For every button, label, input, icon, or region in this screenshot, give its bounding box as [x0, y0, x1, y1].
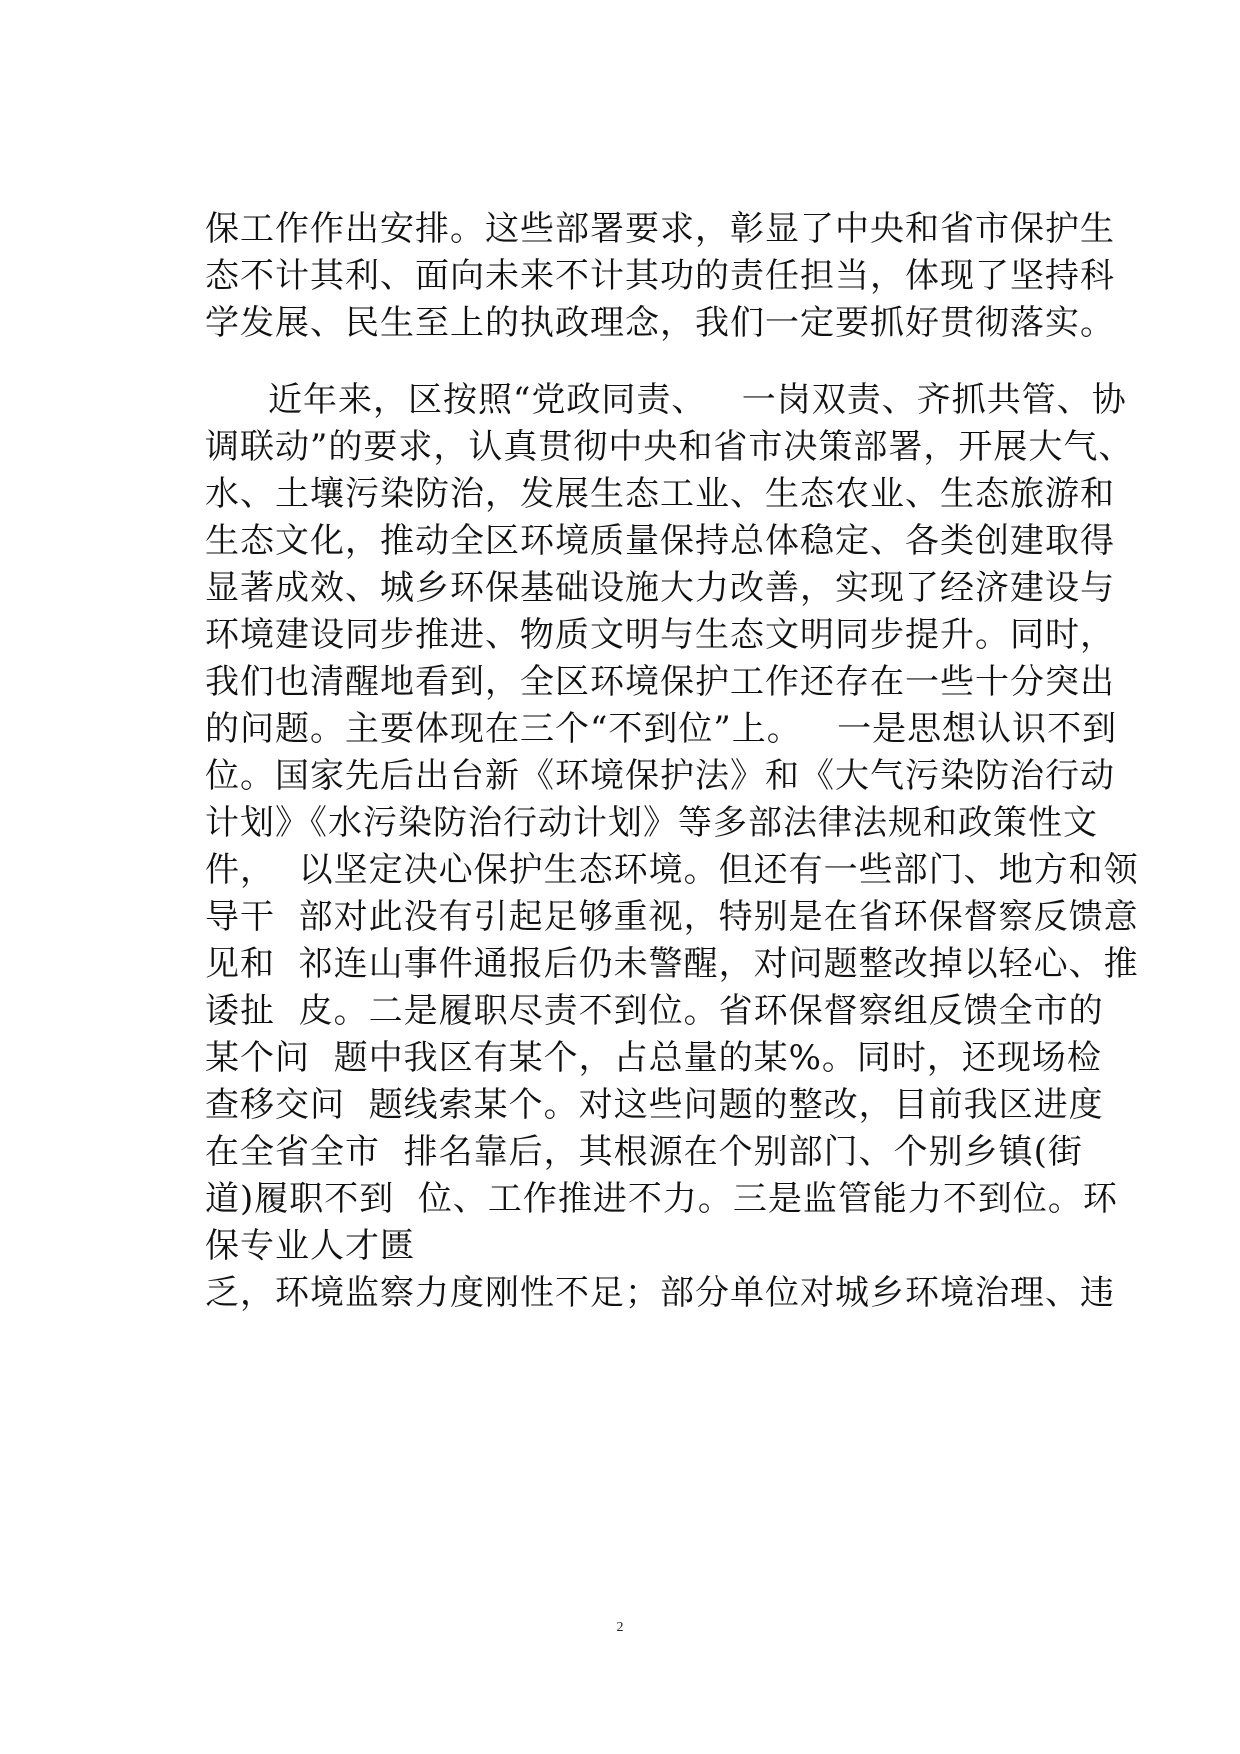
text-line: 见和 祁连山事件通报后仍未警醒，对问题整改掉以轻心、推: [205, 944, 1139, 984]
text-line: 位。国家先后出台新《环境保护法》和《大气污染防治行动: [205, 756, 1115, 796]
text-line: 保专业人才匮: [205, 1226, 415, 1266]
text-line: 某个问 题中我区有某个，占总量的某%。同时，还现场检: [205, 1038, 1102, 1078]
text-line: 道)履职不到 位、工作推进不力。三是监管能力不到位。环: [205, 1179, 1118, 1219]
text-line: 查移交问 题线索某个。对这些问题的整改，目前我区进度: [205, 1085, 1104, 1125]
text-line: 水、土壤污染防治，发展生态工业、生态农业、生态旅游和: [205, 474, 1115, 514]
text-line: 件， 以坚定决心保护生态环境。但还有一些部门、地方和领: [205, 850, 1139, 890]
paragraph-first-line: 近年来，区按照“党政同责、 一岗双责、齐抓共管、协: [268, 380, 1127, 420]
text-line: 环境建设同步推进、物质文明与生态文明同步提升。同时，: [205, 615, 1115, 655]
text-line: 计划》《水污染防治行动计划》等多部法律法规和政策性文: [205, 803, 1098, 843]
text-line: 导干 部对此没有引起足够重视，特别是在省环保督察反馈意: [205, 897, 1139, 937]
text-line: 调联动”的要求，认真贯彻中央和省市决策部署，开展大气、: [205, 427, 1134, 467]
text-line: 学发展、民生至上的执政理念，我们一定要抓好贯彻落实。: [205, 303, 1115, 343]
text-line: 我们也清醒地看到，全区环境保护工作还存在一些十分突出: [205, 662, 1115, 702]
text-line: 生态文化，推动全区环境质量保持总体稳定、各类创建取得: [205, 521, 1115, 561]
page-number: 2: [616, 1620, 624, 1635]
text-line: 在全省全市 排名靠后，其根源在个别部门、个别乡镇(街: [205, 1132, 1083, 1172]
text-line: 诿扯 皮。二是履职尽责不到位。省环保督察组反馈全市的: [205, 991, 1104, 1031]
text-line: 保工作作出安排。这些部署要求，彰显了中央和省市保护生: [205, 209, 1115, 249]
text-line: 显著成效、城乡环保基础设施大力改善，实现了经济建设与: [205, 568, 1115, 608]
text-line: 态不计其利、面向未来不计其功的责任担当，体现了坚持科: [205, 256, 1115, 296]
text-line: 乏，环境监察力度刚性不足；部分单位对城乡环境治理、违: [205, 1273, 1115, 1313]
text-line: 的问题。主要体现在三个“不到位”上。 一是思想认识不到: [205, 709, 1118, 749]
